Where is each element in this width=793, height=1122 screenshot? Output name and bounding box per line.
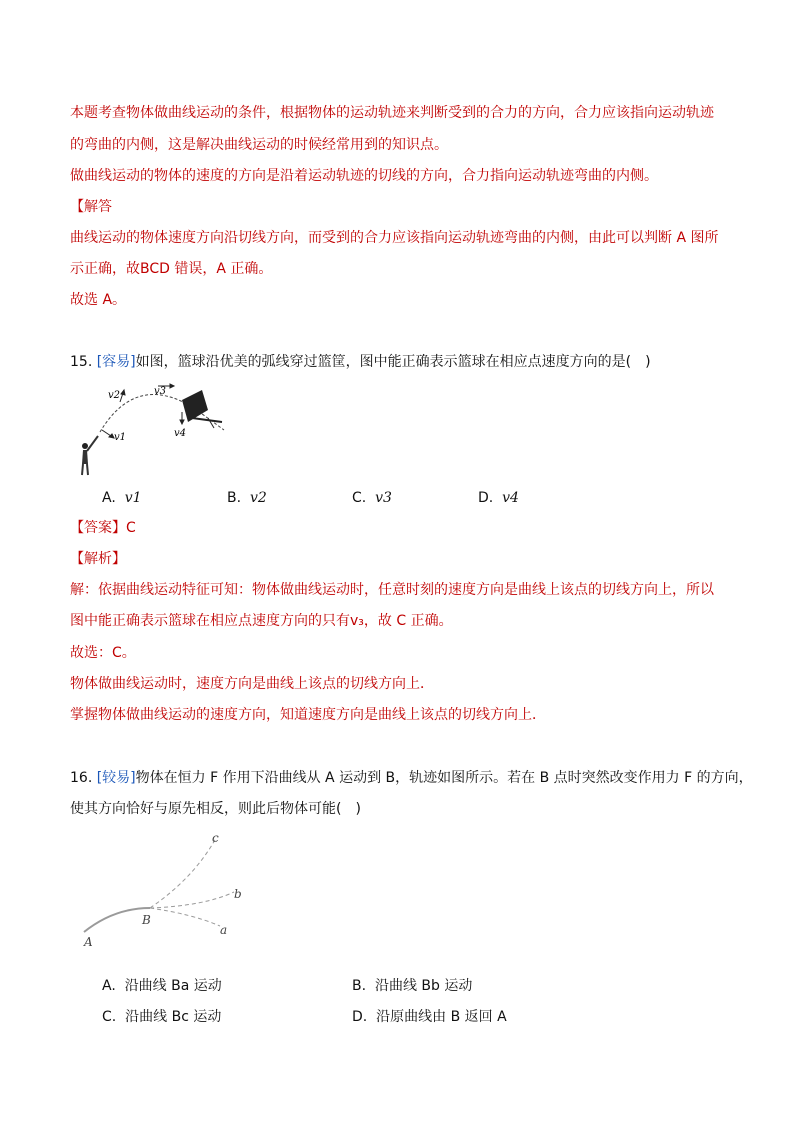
q15-note-2: 掌握物体做曲线运动的速度方向，知道速度方向是曲线上该点的切线方向上． [70,707,546,723]
option-letter: A. [102,978,116,994]
option-text: v1 [124,490,142,506]
label-A: A [84,935,93,949]
label-c: c [212,831,219,845]
label-v3: v3 [154,386,167,397]
path-a-to-b [84,908,150,932]
q15-option-a[interactable] [102,488,142,508]
q15-option-b[interactable] [227,488,267,508]
question-16-text: 物体在恒力 F 作用下沿曲线从 A 运动到 B，轨迹如图所示。若在 B 点时突然改变作用力 F 的方向， [135,770,753,786]
option-text: v4 [502,490,519,506]
answer-label: 【答案】C [70,520,136,536]
q15-conclusion: 故选：C。 [70,645,136,661]
question-16-stem-line-2: 使其方向恰好与原先相反，则此后物体可能( ) [70,801,361,817]
basketball-figure [74,378,234,478]
option-text: 沿曲线 Bb 运动 [374,978,473,994]
option-text: v2 [249,490,267,506]
label-v2: v2 [108,390,121,401]
curve-bc [150,838,216,908]
option-letter: B. [352,978,367,994]
q15-analysis-line-2: 图中能正确表示篮球在相应点速度方向的只有v₃，故 C 正确。 [70,613,453,629]
option-text: 沿原曲线由 B 返回 A [376,1009,507,1025]
q15-analysis-line-1: 解：依据曲线运动特征可知：物体做曲线运动时，任意时刻的速度方向是曲线上该点的切线方向上，所以 [70,582,714,598]
q16-option-b[interactable] [352,976,472,996]
q15-option-c[interactable] [352,488,392,508]
question-16-number: 16. [70,770,93,786]
analysis-14-line-5: 示正确，故BCD 错误，A 正确。 [70,261,273,277]
question-15-difficulty: [容易] [96,354,136,370]
label-b: b [234,887,242,901]
option-letter: A. [102,490,116,506]
solution-heading: 【解答 [70,199,112,215]
analysis-14-line-3: 做曲线运动的物体的速度的方向是沿着运动轨迹的切线的方向，合力指向运动轨迹弯曲的内侧。 [70,168,658,184]
label-B: B [142,913,151,927]
label-v1: v1 [114,432,127,443]
option-letter: D. [352,1009,368,1025]
analysis-14-line-2: 的弯曲的内侧，这是解决曲线运动的时候经常用到的知识点。 [70,137,448,153]
basketball-hoop [182,390,222,428]
label-a: a [220,923,228,937]
option-text: 沿曲线 Bc 运动 [125,1009,222,1025]
option-letter: C. [102,1009,117,1025]
q15-note-1: 物体做曲线运动时，速度方向是曲线上该点的切线方向上． [70,676,434,692]
option-letter: D. [478,490,494,506]
analysis-14-line-1: 本题考查物体做曲线运动的条件，根据物体的运动轨迹来判断受到的合力的方向，合力应该指向运动轨迹 [70,105,714,121]
label-v4: v4 [174,428,187,439]
question-15-stem [70,352,651,372]
option-letter: C. [352,490,367,506]
option-letter: B. [227,490,242,506]
player-silhouette [82,436,98,475]
q16-option-d[interactable] [352,1007,507,1027]
question-15-number: 15. [70,354,93,370]
option-text: v3 [375,490,392,506]
q15-option-d[interactable] [478,488,519,508]
question-15-text: 如图，篮球沿优美的弧线穿过篮筐，图中能正确表示篮球在相应点速度方向的是( ) [135,354,651,370]
curve-bb [150,892,234,908]
analysis-14-line-4: 曲线运动的物体速度方向沿切线方向，而受到的合力应该指向运动轨迹弯曲的内侧，由此可以判断 A 图所 [70,230,719,246]
q16-option-c[interactable] [102,1007,221,1027]
curve-ba [150,908,220,926]
q16-option-a[interactable] [102,976,222,996]
question-16-difficulty: [较易] [96,770,136,786]
trajectory-figure [74,826,254,956]
question-16-stem-line-1 [70,768,753,788]
analysis-14-line-6: 故选 A。 [70,292,127,308]
analysis-label: 【解析】 [70,551,126,567]
option-text: 沿曲线 Ba 运动 [124,978,222,994]
